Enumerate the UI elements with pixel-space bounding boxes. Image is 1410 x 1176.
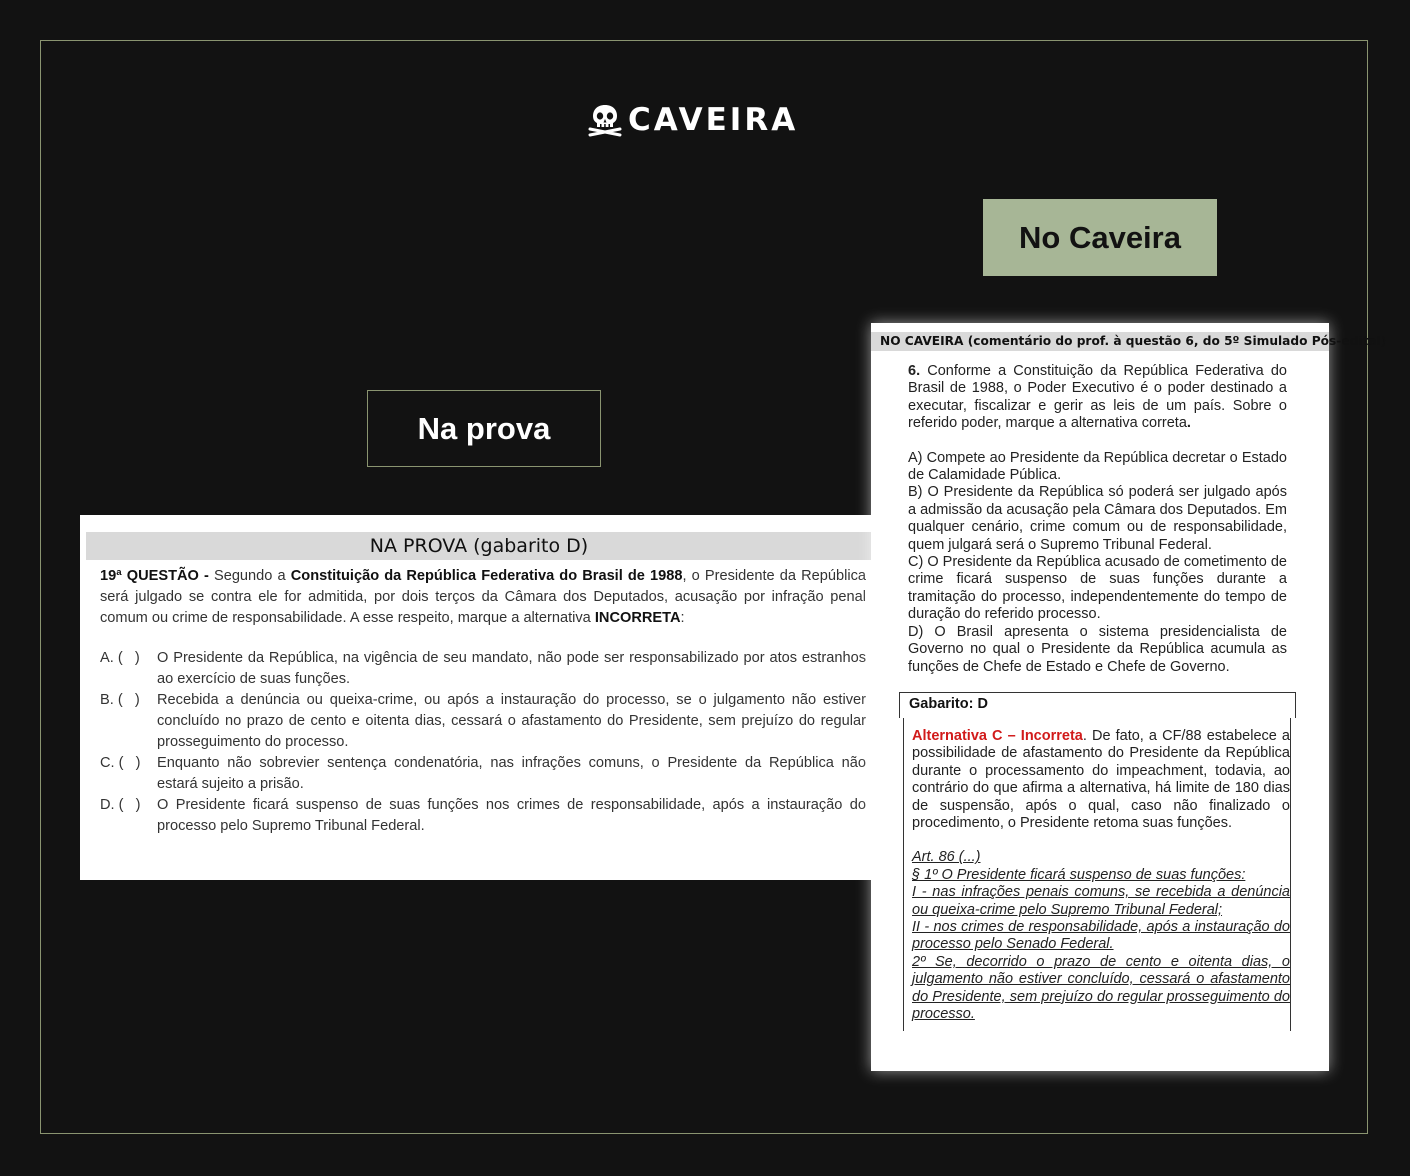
gabarito-box: Gabarito: D: [899, 692, 1296, 718]
caveira-option-d: D) O Brasil apresenta o sistema presidencialista de Governo no qual o Presidente da República acumula as funções de Chefe de Estado e Chefe de Governo.: [908, 623, 1287, 675]
caveira-option-a: A) Compete ao Presidente da República decretar o Estado de Calamidade Pública.: [908, 449, 1287, 484]
option-text: O Presidente da República, na vigência de seu mandato, não pode ser responsabilizado por atos estranhos ao exercício de suas funções.: [157, 650, 866, 687]
law-line: 2º Se, decorrido o prazo de cento e oitenta dias, o julgamento não estiver concluído, cessará o afastamento do Presidente, sem prejuízo do regular prosseguimento do processo.: [912, 953, 1290, 1022]
question-bold: Constituição da República Federativa do Brasil de 1988: [290, 568, 683, 584]
caveira-question-end: .: [1186, 415, 1191, 432]
option-letter: A. ( ): [100, 650, 140, 666]
option-letter: C. ( ): [100, 755, 141, 771]
law-line: § 1º O Presidente ficará suspenso de suas funções:: [912, 866, 1246, 883]
option-letter: B. ( ): [100, 692, 140, 708]
comment-text: [912, 728, 1290, 832]
caveira-logo: [588, 100, 798, 140]
caveira-header: NO CAVEIRA (comentário do prof. à questão 6, do 5º Simulado Pós-edital): [871, 332, 1329, 351]
caveira-question-number: 6.: [908, 363, 921, 379]
comment-body: . De fato, a CF/88 estabelece a possibilidade de afastamento do Presidente da República durante o processamento do impeachment, todavia, ao contrário do que afirma a alternativa, há limite de 180 dias de suspensão, após o qual, caso não finalizado o procedimento, o Presidente retoma suas funções.: [912, 727, 1290, 831]
option-letter: D. ( ): [100, 797, 141, 813]
question-number: 19ª QUESTÃO -: [100, 568, 214, 584]
exam-question-text: [100, 566, 866, 629]
law-line: Art. 86 (...): [912, 849, 981, 866]
question-part: , o Presidente da República será julgado se contra ele for admitida, por dois terços da Câmara dos Deputados, acusação por infração penal comum ou crime de responsabilidade. A esse respeito, marque a alternativa: [100, 568, 866, 626]
law-line: II - nos crimes de responsabilidade, após a instauração do processo pelo Senado Federal.: [912, 918, 1290, 953]
option-text: Enquanto não sobrevier sentença condenatória, nas infrações comuns, o Presidente da República não estará sujeito a prisão.: [157, 755, 866, 792]
spacer: [908, 433, 1287, 450]
exam-header: NA PROVA (gabarito D): [86, 532, 872, 560]
caveira-comment-card: [871, 323, 1387, 1071]
option-a: [100, 648, 866, 690]
caveira-option-b: B) O Presidente da República só poderá ser julgado após a admissão da acusação pela Câmara dos Deputados. Em qualquer cenário, crime comum ou de responsabilidade, quem julgará será o Supremo Tribunal Federal.: [908, 484, 1287, 553]
skull-icon: [588, 103, 622, 137]
exam-question-card: [80, 515, 872, 880]
spacer: [912, 832, 1290, 849]
option-c: [100, 753, 866, 795]
professor-comment: [903, 718, 1291, 1032]
question-part: Segundo a: [213, 568, 291, 584]
question-part: :: [680, 610, 685, 626]
caveira-question-body: Conforme a Constituição da República Federativa do Brasil de 1988, o Poder Executivo é o poder destinado a executar, fiscalizar e gerir as leis de um país. Sobre o referido poder, marque a alternativa correta: [908, 363, 1287, 432]
exam-options: [100, 648, 866, 837]
caveira-question-text: [908, 363, 1287, 433]
law-line: I - nas infrações penais comuns, se recebida a denúncia ou queixa-crime pelo Supremo Tribunal Federal;: [912, 884, 1290, 918]
option-text: Recebida a denúncia ou queixa-crime, ou após a instauração do processo, se o julgamento não estiver concluído no prazo de cento e oitenta dias, cessará o afastamento do Presidente, sem prejuízo do regular prosseguimento do processo.: [157, 692, 866, 750]
option-text: O Presidente ficará suspenso de suas funções nos crimes de responsabilidade, após a instauração do processo pelo Supremo Tribunal Federal.: [157, 797, 866, 834]
na-prova-label: Na prova: [367, 390, 601, 467]
option-d: [100, 795, 866, 837]
question-bold: INCORRETA: [594, 610, 681, 626]
no-caveira-label: No Caveira: [983, 199, 1217, 276]
caveira-question: [908, 363, 1287, 676]
comment-highlight: Alternativa C – Incorreta: [912, 727, 1083, 744]
logo-text: CAVEIRA: [628, 102, 799, 138]
caveira-option-c: C) O Presidente da República acusado de cometimento de crime ficará suspenso de suas funções durante a tramitação do processo, independentemente do tempo de duração do referido processo.: [908, 554, 1287, 623]
option-b: [100, 690, 866, 753]
